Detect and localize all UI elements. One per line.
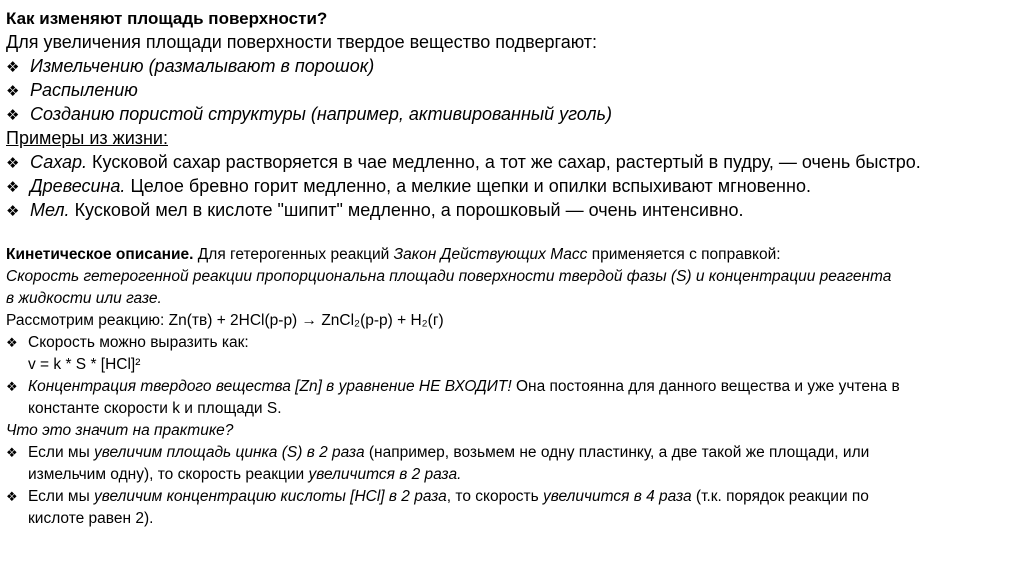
method-item: [6, 78, 1018, 102]
practice-text-part: Если мы: [28, 444, 95, 461]
practice-text-part: , то скорость: [446, 488, 544, 505]
solid-concentration-explain: Она постоянна для данного вещества и уже учтена в: [511, 378, 900, 395]
intro-text: Для увеличения площади поверхности твердое вещество подвергают:: [6, 32, 598, 52]
diamond-bullet-icon: ❖: [6, 179, 20, 196]
method-item: [6, 54, 1018, 78]
practice-item: [6, 442, 1018, 464]
reaction-equation: Рассмотрим реакцию: Zn(тв) + 2HCl(р-р) → ZnCl₂(р-р) + H₂(г): [6, 312, 444, 329]
example-term: Сахар.: [30, 152, 88, 172]
example-term: Древесина.: [30, 176, 126, 196]
practice-text-continued: кислоте равен 2).: [28, 510, 154, 527]
practice-text-continued: [6, 464, 1018, 486]
solid-concentration-continued: константе скорости k и площади S.: [28, 400, 282, 417]
practice-emphasis: увеличится в 4 раза: [543, 488, 692, 505]
diamond-bullet-icon: ❖: [6, 59, 20, 76]
diamond-bullet-icon: ❖: [6, 445, 18, 460]
diamond-bullet-icon: ❖: [6, 107, 20, 124]
kinetic-text: Для гетерогенных реакций: [193, 246, 394, 263]
diamond-bullet-icon: ❖: [6, 379, 18, 394]
diamond-bullet-icon: ❖: [6, 155, 20, 172]
method-item: [6, 102, 1018, 126]
section-title: Как изменяют площадь поверхности?: [6, 9, 328, 28]
practice-text-part: (например, возьмем не одну пластинку, а две такой же площади, или: [364, 444, 870, 461]
diamond-bullet-icon: ❖: [6, 335, 18, 350]
kinetic-intro: [6, 244, 1018, 266]
method-text: Измельчению (размалывают в порошок): [30, 56, 375, 76]
practice-emphasis: увеличим площадь цинка (S) в 2 раза: [94, 444, 365, 461]
practice-question: Что это значит на практике?: [6, 422, 234, 439]
practice-text-part: измельчим одну), то скорость реакции: [28, 466, 309, 483]
example-item: [6, 150, 1018, 174]
example-description: Кусковой сахар растворяется в чае медленно, а тот же сахар, растертый в пудру, — очень быстро.: [87, 152, 921, 172]
solid-concentration-note: Концентрация твердого вещества [Zn] в уравнение НЕ ВХОДИТ!: [28, 378, 512, 395]
example-text: [30, 150, 921, 174]
diamond-bullet-icon: ❖: [6, 83, 20, 100]
example-text: [30, 174, 811, 198]
diamond-bullet-icon: ❖: [6, 203, 20, 220]
rate-intro: Скорость можно выразить как:: [28, 334, 249, 351]
method-text: Распылению: [30, 80, 138, 100]
example-description: Кусковой мел в кислоте "шипит" медленно, а порошковый — очень интенсивно.: [69, 200, 744, 220]
method-text: Созданию пористой структуры (например, активированный уголь): [30, 104, 613, 124]
example-description: Целое бревно горит медленно, а мелкие щепки и опилки вспыхивают мгновенно.: [125, 176, 811, 196]
diamond-bullet-icon: ❖: [6, 489, 18, 504]
mass-action-law: Закон Действующих Масс: [393, 246, 588, 263]
example-item: [6, 198, 1018, 222]
kinetic-section: [6, 244, 1018, 530]
practice-text-part: Если мы: [28, 488, 95, 505]
rate-expression-item: [6, 332, 1018, 354]
practice-text: [28, 486, 869, 508]
kinetic-heading: Кинетическое описание.: [6, 246, 194, 263]
practice-text: [28, 442, 869, 464]
rate-statement: Скорость гетерогенной реакции пропорциональна площади поверхности твердой фазы (S) и концентрации реагента: [6, 268, 892, 285]
rate-statement: в жидкости или газе.: [6, 290, 162, 307]
solid-concentration-text: [28, 376, 900, 398]
surface-area-section: [6, 8, 1018, 222]
rate-formula: v = k * S * [HCl]²: [28, 356, 141, 373]
practice-emphasis: увеличим концентрацию кислоты [HCl] в 2 раза: [94, 488, 447, 505]
example-text: [30, 198, 744, 222]
examples-heading: Примеры из жизни:: [6, 128, 168, 148]
kinetic-text: применяется с поправкой:: [587, 246, 781, 263]
example-item: [6, 174, 1018, 198]
practice-text-part: (т.к. порядок реакции по: [691, 488, 869, 505]
practice-item: [6, 486, 1018, 508]
example-term: Мел.: [30, 200, 70, 220]
practice-emphasis: увеличится в 2 раза.: [308, 466, 462, 483]
solid-concentration-item: [6, 376, 1018, 398]
